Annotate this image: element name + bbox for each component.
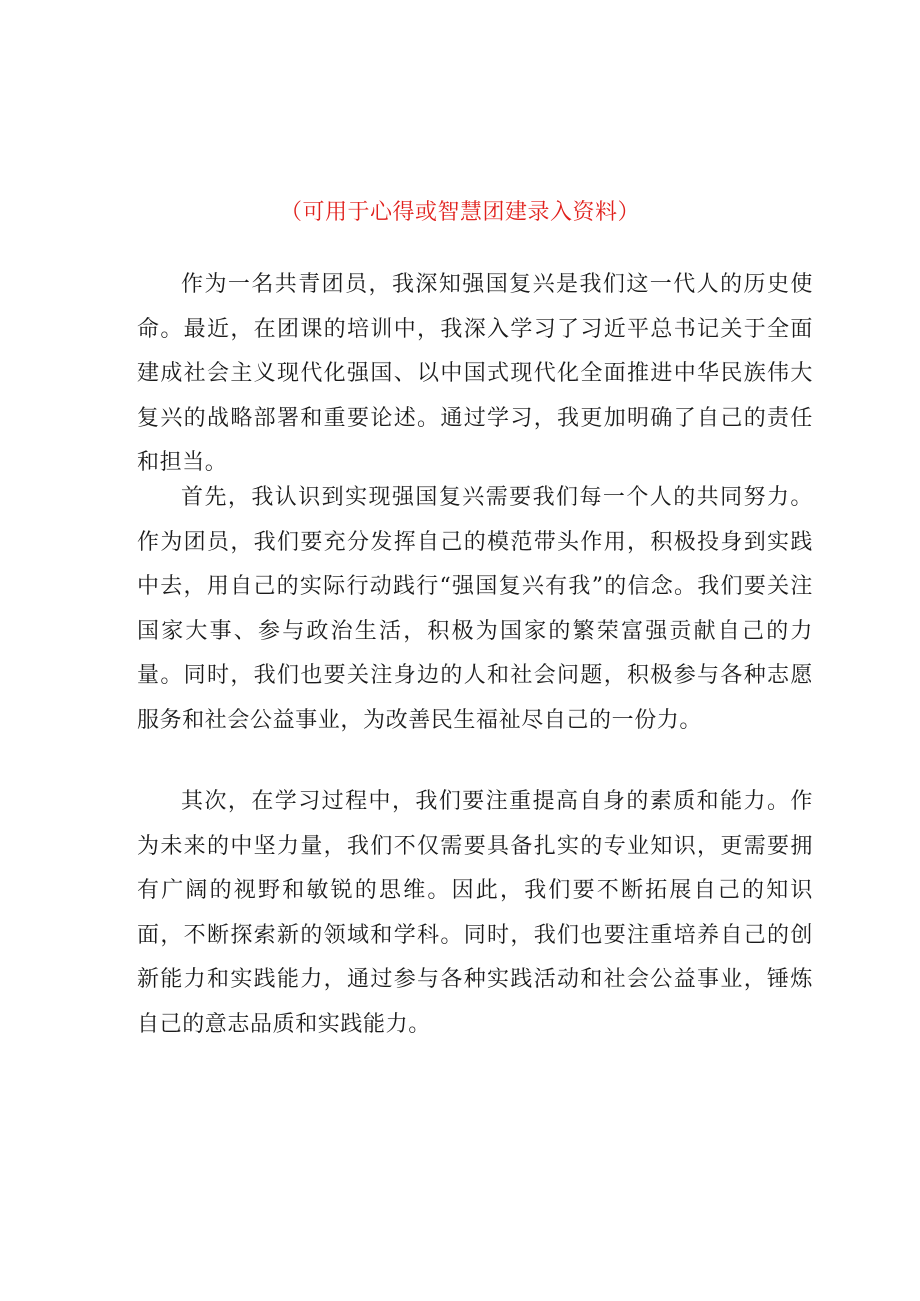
- paragraph-1: 作为一名共青团员，我深知强国复兴是我们这一代人的历史使命。最近，在团课的培训中，我深入学习了习近平总书记关于全面建成社会主义现代化强国、以中国式现代化全面推进中华民族伟大复兴的战略部署和重要论述。通过学习，我更加明确了自己的责任和担当。: [137, 272, 813, 475]
- paragraph-1-block: [137, 263, 813, 486]
- paragraph-3-block: [137, 780, 813, 1047]
- paragraph-2: 首先，我认识到实现强国复兴需要我们每一个人的共同努力。作为团员，我们要充分发挥自己的模范带头作用，积极投身到实践中去，用自己的实际行动践行“强国复兴有我”的信念。我们要关注国家大事、参与政治生活，积极为国家的繁荣富强贡献自己的力量。同时，我们也要关注身边的人和社会问题，积极参与各种志愿服务和社会公益事业，为改善民生福祉尽自己的一份力。: [137, 485, 813, 733]
- usage-note: （可用于心得或智慧团建录入资料）: [279, 200, 640, 225]
- paragraph-2-block: [137, 476, 813, 743]
- paragraph-3: 其次，在学习过程中，我们要注重提高自身的素质和能力。作为未来的中坚力量，我们不仅需要具备扎实的专业知识，更需要拥有广阔的视野和敏锐的思维。因此，我们要不断拓展自己的知识面，不断探索新的领域和学科。同时，我们也要注重培养自己的创新能力和实践能力，通过参与各种实践活动和社会公益事业，锤炼自己的意志品质和实践能力。: [137, 789, 813, 1037]
